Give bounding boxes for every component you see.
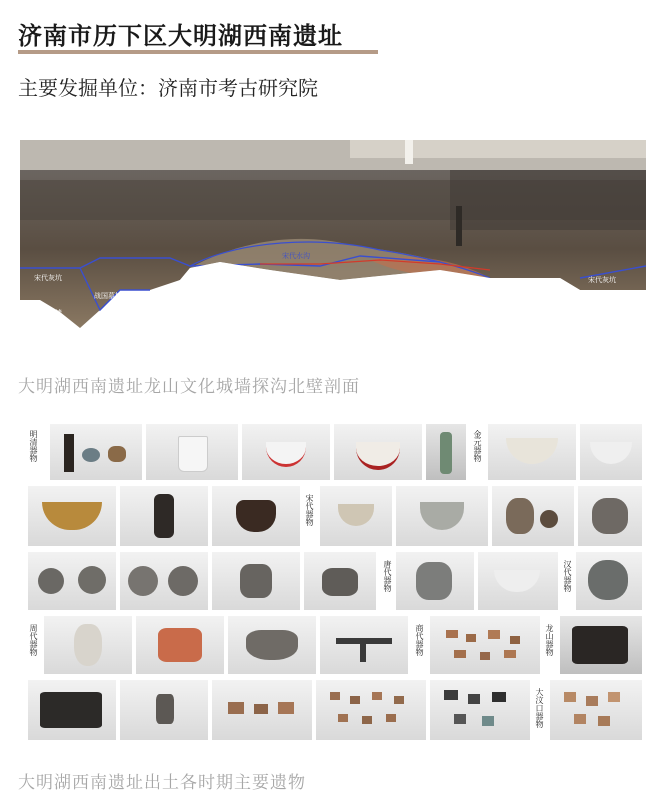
artifact-photo [212, 552, 300, 610]
artifact-photo [560, 616, 642, 674]
artifact-grid [22, 420, 642, 750]
artifact-photo [136, 616, 224, 674]
artifact-photo [120, 552, 208, 610]
page-title: 济南市历下区大明湖西南遗址 [18, 22, 343, 50]
artifact-photo [488, 424, 576, 480]
group-label-longshan: 龙山器物 [545, 624, 554, 656]
title-underline [18, 50, 378, 54]
group-label-mingqing: 明清器物 [29, 430, 38, 462]
artifact-photo [550, 680, 642, 740]
page-subtitle: 主要发掘单位：济南市考古研究院 [18, 76, 318, 100]
group-label-shang: 商代器物 [415, 624, 424, 656]
figure2-caption: 大明湖西南遗址出土各时期主要遗物 [18, 773, 306, 793]
section-label-4: 宋代水沟 [282, 252, 310, 260]
group-label-jinyuan: 金元器物 [473, 430, 482, 462]
figure1-caption: 大明湖西南遗址龙山文化城墙探沟北壁剖面 [18, 377, 360, 397]
artifact-photo [212, 486, 300, 546]
artifact-photo [28, 552, 116, 610]
artifact-photo [146, 424, 238, 480]
artifact-photo [578, 486, 642, 546]
artifact-photo [50, 424, 142, 480]
artifact-photo [396, 486, 488, 546]
section-label-2: 战国墓槽 [94, 292, 122, 300]
artifact-photo [426, 424, 466, 480]
artifact-photo [120, 680, 208, 740]
artifact-photo [430, 616, 540, 674]
section-label-1: 宋代灰坑 [34, 274, 62, 282]
section-profile-photo [20, 140, 646, 340]
section-label-5: 宋代灰坑 [588, 276, 616, 284]
artifact-photo [316, 680, 426, 740]
section-label-3: 战国城墙 [34, 309, 62, 317]
artifact-photo [430, 680, 530, 740]
artifact-photo [320, 616, 408, 674]
artifact-photo [576, 552, 642, 610]
artifact-photo [28, 486, 116, 546]
artifact-photo [334, 424, 422, 480]
group-label-song: 宋代器物 [305, 494, 314, 526]
artifact-photo [212, 680, 312, 740]
group-label-zhou: 周代器物 [29, 624, 38, 656]
group-label-dawenkou: 大汶口器物 [535, 688, 544, 728]
artifact-photo [120, 486, 208, 546]
artifact-photo [492, 486, 574, 546]
group-label-han: 汉代器物 [563, 560, 572, 592]
group-label-tang: 唐代器物 [383, 560, 392, 592]
artifact-photo [478, 552, 558, 610]
artifact-photo [304, 552, 376, 610]
artifact-photo [580, 424, 642, 480]
artifact-photo [28, 680, 116, 740]
artifact-photo [228, 616, 316, 674]
artifact-photo [44, 616, 132, 674]
artifact-photo [242, 424, 330, 480]
artifact-photo [320, 486, 392, 546]
artifact-photo [396, 552, 474, 610]
